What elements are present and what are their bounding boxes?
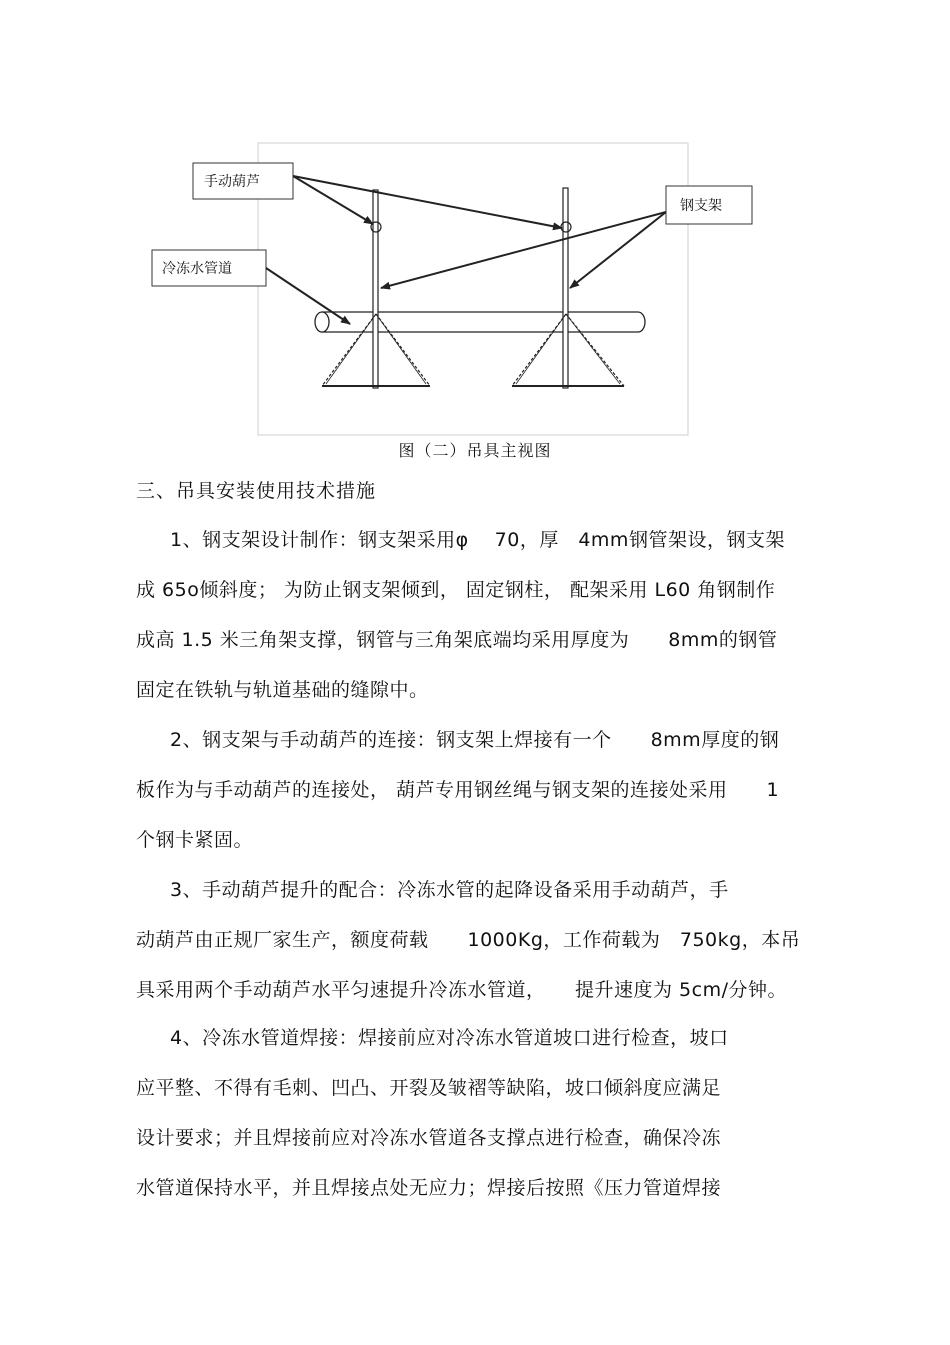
diagram-frame [258, 143, 688, 435]
label-hoist [193, 163, 293, 199]
label-bracket [666, 186, 752, 224]
paragraph-4-line-3: 设计要求；并且焊接前应对冷冻水管道各支撑点进行检查，确保冷冻 [136, 1127, 722, 1149]
arrow-bracket-left [381, 212, 666, 288]
paragraph-1-line-1: 1、钢支架设计制作：钢支架采用φ 70，厚 4mm钢管架设，钢支架 [170, 529, 785, 551]
label-hoist-text: 手动葫芦 [204, 174, 260, 190]
arrow-hoist-right [293, 176, 562, 228]
paragraph-2-line-1: 2、钢支架与手动葫芦的连接：钢支架上焊接有一个 8mm厚度的钢 [170, 729, 780, 751]
paragraph-4-line-2: 应平整、不得有毛刺、凹凸、开裂及皱褶等缺陷，坡口倾斜度应满足 [136, 1077, 722, 1099]
leader-arrows [266, 176, 666, 324]
paragraph-1-line-2: 成 65o倾斜度； 为防止钢支架倾到， 固定钢柱， 配架采用 L60 角钢制作 [136, 579, 776, 601]
paragraph-1-line-4: 固定在铁轨与轨道基础的缝隙中。 [136, 679, 429, 701]
paragraph-1-line-3: 成高 1.5 米三角架支撑，钢管与三角架底端均采用厚度为 8mm的钢管 [136, 629, 778, 651]
paragraph-2-line-3: 个钢卡紧固。 [136, 829, 254, 851]
label-pipe-text: 冷冻水管道 [162, 261, 232, 277]
arrow-pipe [266, 268, 350, 324]
steel-bracket-right [512, 188, 624, 388]
hoist-front-view-diagram [150, 140, 722, 440]
steel-bracket-left [322, 190, 430, 388]
arrow-bracket-right [570, 212, 666, 288]
section-heading: 三、吊具安装使用技术措施 [136, 480, 377, 502]
label-pipe [152, 250, 266, 286]
chilled-water-pipe [315, 312, 645, 332]
paragraph-4-line-4: 水管道保持水平，并且焊接点处无应力；焊接后按照《压力管道焊接 [136, 1177, 722, 1199]
paragraph-4-line-1: 4、冷冻水管道焊接：焊接前应对冷冻水管道坡口进行检查，坡口 [170, 1027, 729, 1049]
paragraph-3-line-3: 具采用两个手动葫芦水平匀速提升冷冻水管道， 提升速度为 5cm/分钟。 [136, 979, 787, 1001]
paragraph-2-line-2: 板作为与手动葫芦的连接处， 葫芦专用钢丝绳与钢支架的连接处采用 1 [136, 779, 780, 801]
paragraph-3-line-1: 3、手动葫芦提升的配合：冷冻水管的起降设备采用手动葫芦，手 [170, 879, 729, 901]
figure-caption: 图（二）吊具主视图 [398, 441, 552, 460]
paragraph-3-line-2: 动葫芦由正规厂家生产，额度荷载 1000Kg，工作荷载为 750kg，本吊 [136, 929, 801, 951]
label-bracket-text: 钢支架 [680, 198, 722, 214]
